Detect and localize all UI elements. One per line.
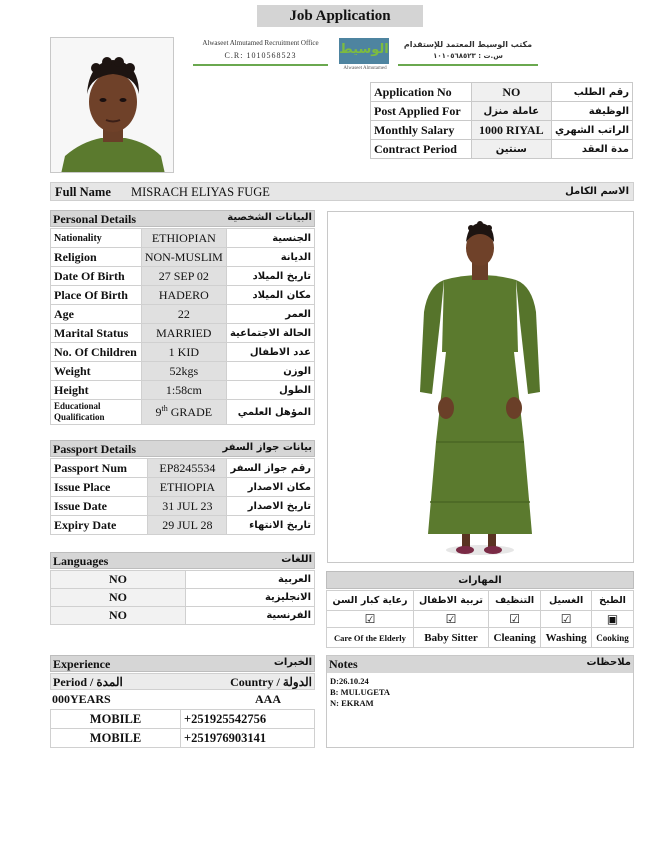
- religion-value: NON-MUSLIM: [141, 248, 226, 267]
- marital-status-label: Marital Status: [51, 324, 142, 343]
- skill-washing-ar: الغسيل: [541, 591, 592, 611]
- contract-period-label: Contract Period: [371, 140, 472, 159]
- mobile-2-label: MOBILE: [51, 729, 181, 748]
- languages-title: Languages: [53, 554, 109, 568]
- marital-status-label-ar: الحالة الاجتماعية: [226, 324, 314, 343]
- brand-logo: [333, 36, 395, 74]
- skill-elderly-en: Care Of the Elderly: [327, 628, 414, 648]
- monthly-salary-value: 1000 RIYAL: [471, 121, 551, 140]
- full-name-label-ar: الاسم الكامل: [565, 186, 629, 197]
- notes-line: N: EKRAM: [330, 698, 374, 708]
- skill-babysitter-checkbox[interactable]: ☑: [413, 611, 488, 628]
- experience-country-header: Country / الدولة: [230, 675, 312, 689]
- passport-num-value: EP8245534: [148, 459, 227, 478]
- table-row: [51, 607, 315, 625]
- table-row: [51, 478, 315, 497]
- skill-cleaning-ar: التنظيف: [489, 591, 541, 611]
- page-title: Job Application: [257, 5, 423, 27]
- skill-cleaning-checkbox[interactable]: ☑: [489, 611, 541, 628]
- full-body-photo: [327, 211, 634, 563]
- office-name-en: Alwaseet Almutamed Recruitment Office: [202, 39, 319, 47]
- table-row: [51, 710, 315, 729]
- dob-label-ar: تاريخ الميلاد: [226, 267, 314, 286]
- education-value-sup: th: [161, 404, 168, 413]
- passport-details-table: [50, 458, 315, 535]
- table-row: [51, 497, 315, 516]
- skill-cooking-ar: الطبخ: [592, 591, 634, 611]
- table-row: [51, 400, 315, 425]
- skill-washing-checkbox[interactable]: ☑: [541, 611, 592, 628]
- notes-header: [327, 656, 633, 673]
- height-value: 1:58cm: [141, 381, 226, 400]
- skill-washing-en: Washing: [541, 628, 592, 648]
- skills-check-row: [327, 611, 634, 628]
- post-applied-label: Post Applied For: [371, 102, 472, 121]
- experience-title-ar: الخبرات: [273, 657, 312, 668]
- nationality-label: Nationality: [51, 229, 142, 248]
- office-name-ar: مكتب الوسيط المعتمد للإستقدام: [403, 40, 533, 49]
- english-label-ar: الانجليزية: [186, 589, 315, 607]
- expiry-date-value: 29 JUL 28: [148, 516, 227, 535]
- weight-label-ar: الوزن: [226, 362, 314, 381]
- application-info-table: [370, 82, 633, 159]
- skill-cooking-en: Cooking: [592, 628, 634, 648]
- full-name-label: Full Name: [55, 185, 111, 199]
- education-label: Educational Qualification: [51, 400, 142, 425]
- issue-place-label-ar: مكان الاصدار: [227, 478, 315, 497]
- arabic-value: NO: [51, 571, 186, 589]
- mobile-2-value: +251976903141: [181, 729, 315, 748]
- passport-num-label-ar: رقم جواز السفر: [227, 459, 315, 478]
- table-row: [51, 248, 315, 267]
- notes-title: Notes: [329, 657, 358, 671]
- languages-header: [50, 552, 315, 569]
- weight-label: Weight: [51, 362, 142, 381]
- languages-table: [50, 570, 315, 625]
- table-row: [371, 140, 633, 159]
- nationality-value: ETHIOPIAN: [141, 229, 226, 248]
- skills-title-ar: المهارات: [326, 571, 634, 589]
- brand-logo-text: الوسيط: [339, 42, 389, 57]
- personal-details-header: [50, 210, 315, 227]
- notes-title-ar: ملاحظات: [586, 657, 631, 668]
- personal-details-title: Personal Details: [53, 212, 136, 226]
- passport-details-header: [50, 440, 315, 457]
- table-row: [51, 516, 315, 535]
- expiry-date-label: Expiry Date: [51, 516, 148, 535]
- children-label: No. Of Children: [51, 343, 142, 362]
- issue-date-label-ar: تاريخ الاصدار: [227, 497, 315, 516]
- brand-logo-sub: Alwaseet Almutamed: [343, 66, 387, 71]
- table-row: [51, 459, 315, 478]
- skill-elderly-ar: رعاية كبار السن: [327, 591, 414, 611]
- place-of-birth-value: HADERO: [141, 286, 226, 305]
- application-no-label-ar: رقم الطلب: [552, 83, 633, 102]
- office-logo: [193, 36, 538, 76]
- experience-header: [50, 655, 315, 672]
- experience-period-value: 000YEARS: [52, 692, 111, 706]
- english-value: NO: [51, 589, 186, 607]
- table-row: [51, 305, 315, 324]
- table-row: [51, 571, 315, 589]
- marital-status-value: MARRIED: [141, 324, 226, 343]
- notes-section: [326, 655, 634, 748]
- education-value-rest: GRADE: [167, 405, 213, 419]
- dob-value: 27 SEP 02: [141, 267, 226, 286]
- education-label-ar: المؤهل العلمي: [226, 400, 314, 425]
- table-row: [371, 121, 633, 140]
- office-cr-ar: س.ت : ١٠١٠٥٦٨٥٢٣: [433, 52, 503, 60]
- personal-details-title-ar: البيانات الشخصية: [227, 212, 312, 223]
- table-row: [51, 343, 315, 362]
- issue-place-label: Issue Place: [51, 478, 148, 497]
- monthly-salary-label-ar: الراتب الشهري: [552, 121, 633, 140]
- experience-country-value: AAA: [255, 692, 281, 706]
- experience-row: [50, 691, 315, 708]
- table-row: [371, 83, 633, 102]
- application-no-value: NO: [471, 83, 551, 102]
- notes-line: B: MULUGETA: [330, 687, 391, 697]
- portrait-photo: [50, 37, 174, 173]
- skill-cooking-checkbox[interactable]: ▣: [592, 611, 634, 628]
- full-body-image: [328, 212, 633, 562]
- post-applied-value: عاملة منزل: [471, 102, 551, 121]
- passport-details-title-ar: بيانات جواز السفر: [222, 442, 312, 453]
- experience-period-header: Period / المدة: [53, 675, 123, 689]
- languages-title-ar: اللغات: [281, 554, 312, 565]
- full-name-value: MISRACH ELIYAS FUGE: [131, 185, 270, 199]
- experience-title: Experience: [53, 657, 111, 671]
- monthly-salary-label: Monthly Salary: [371, 121, 472, 140]
- issue-date-value: 31 JUL 23: [148, 497, 227, 516]
- expiry-date-label-ar: تاريخ الانتهاء: [227, 516, 315, 535]
- nationality-label-ar: الجنسية: [226, 229, 314, 248]
- french-value: NO: [51, 607, 186, 625]
- skill-babysitter-ar: تربية الاطفال: [413, 591, 488, 611]
- weight-value: 52kgs: [141, 362, 226, 381]
- mobile-1-label: MOBILE: [51, 710, 181, 729]
- skills-ar-row: [327, 591, 634, 611]
- table-row: [51, 729, 315, 748]
- passport-num-label: Passport Num: [51, 459, 148, 478]
- table-row: [51, 267, 315, 286]
- logo-divider-ar: [398, 64, 538, 66]
- children-value: 1 KID: [141, 343, 226, 362]
- education-value-num: 9: [155, 405, 162, 419]
- french-label-ar: الفرنسية: [186, 607, 315, 625]
- religion-label-ar: الديانة: [226, 248, 314, 267]
- contract-period-label-ar: مدة العقد: [552, 140, 633, 159]
- arabic-label-ar: العربية: [186, 571, 315, 589]
- notes-line: D:26.10.24: [330, 676, 369, 686]
- issue-date-label: Issue Date: [51, 497, 148, 516]
- issue-place-value: ETHIOPIA: [148, 478, 227, 497]
- dob-label: Date Of Birth: [51, 267, 142, 286]
- skill-cleaning-en: Cleaning: [489, 628, 541, 648]
- table-row: [51, 324, 315, 343]
- height-label: Height: [51, 381, 142, 400]
- age-value: 22: [141, 305, 226, 324]
- mobile-1-value: +251925542756: [181, 710, 315, 729]
- table-row: [371, 102, 633, 121]
- table-row: [51, 381, 315, 400]
- portrait-image: [51, 38, 174, 173]
- skill-babysitter-en: Baby Sitter: [413, 628, 488, 648]
- personal-details-table: [50, 228, 315, 425]
- mobile-table: [50, 709, 315, 748]
- experience-columns: [50, 673, 315, 690]
- skills-en-row: [327, 628, 634, 648]
- children-label-ar: عدد الاطفال: [226, 343, 314, 362]
- height-label-ar: الطول: [226, 381, 314, 400]
- logo-divider: [193, 64, 328, 66]
- passport-details-title: Passport Details: [53, 442, 136, 456]
- age-label: Age: [51, 305, 142, 324]
- table-row: [51, 362, 315, 381]
- religion-label: Religion: [51, 248, 142, 267]
- age-label-ar: العمر: [226, 305, 314, 324]
- skills-table: [326, 590, 634, 648]
- notes-body: [330, 676, 390, 709]
- skill-elderly-checkbox[interactable]: ☑: [327, 611, 414, 628]
- application-no-label: Application No: [371, 83, 472, 102]
- post-applied-label-ar: الوظيفة: [552, 102, 633, 121]
- office-cr: C.R: 1010568523: [224, 51, 297, 60]
- education-value: [141, 400, 226, 425]
- table-row: [51, 229, 315, 248]
- full-name-row: [50, 182, 634, 201]
- contract-period-value: سنتين: [471, 140, 551, 159]
- table-row: [51, 589, 315, 607]
- place-of-birth-label-ar: مكان الميلاد: [226, 286, 314, 305]
- table-row: [51, 286, 315, 305]
- place-of-birth-label: Place Of Birth: [51, 286, 142, 305]
